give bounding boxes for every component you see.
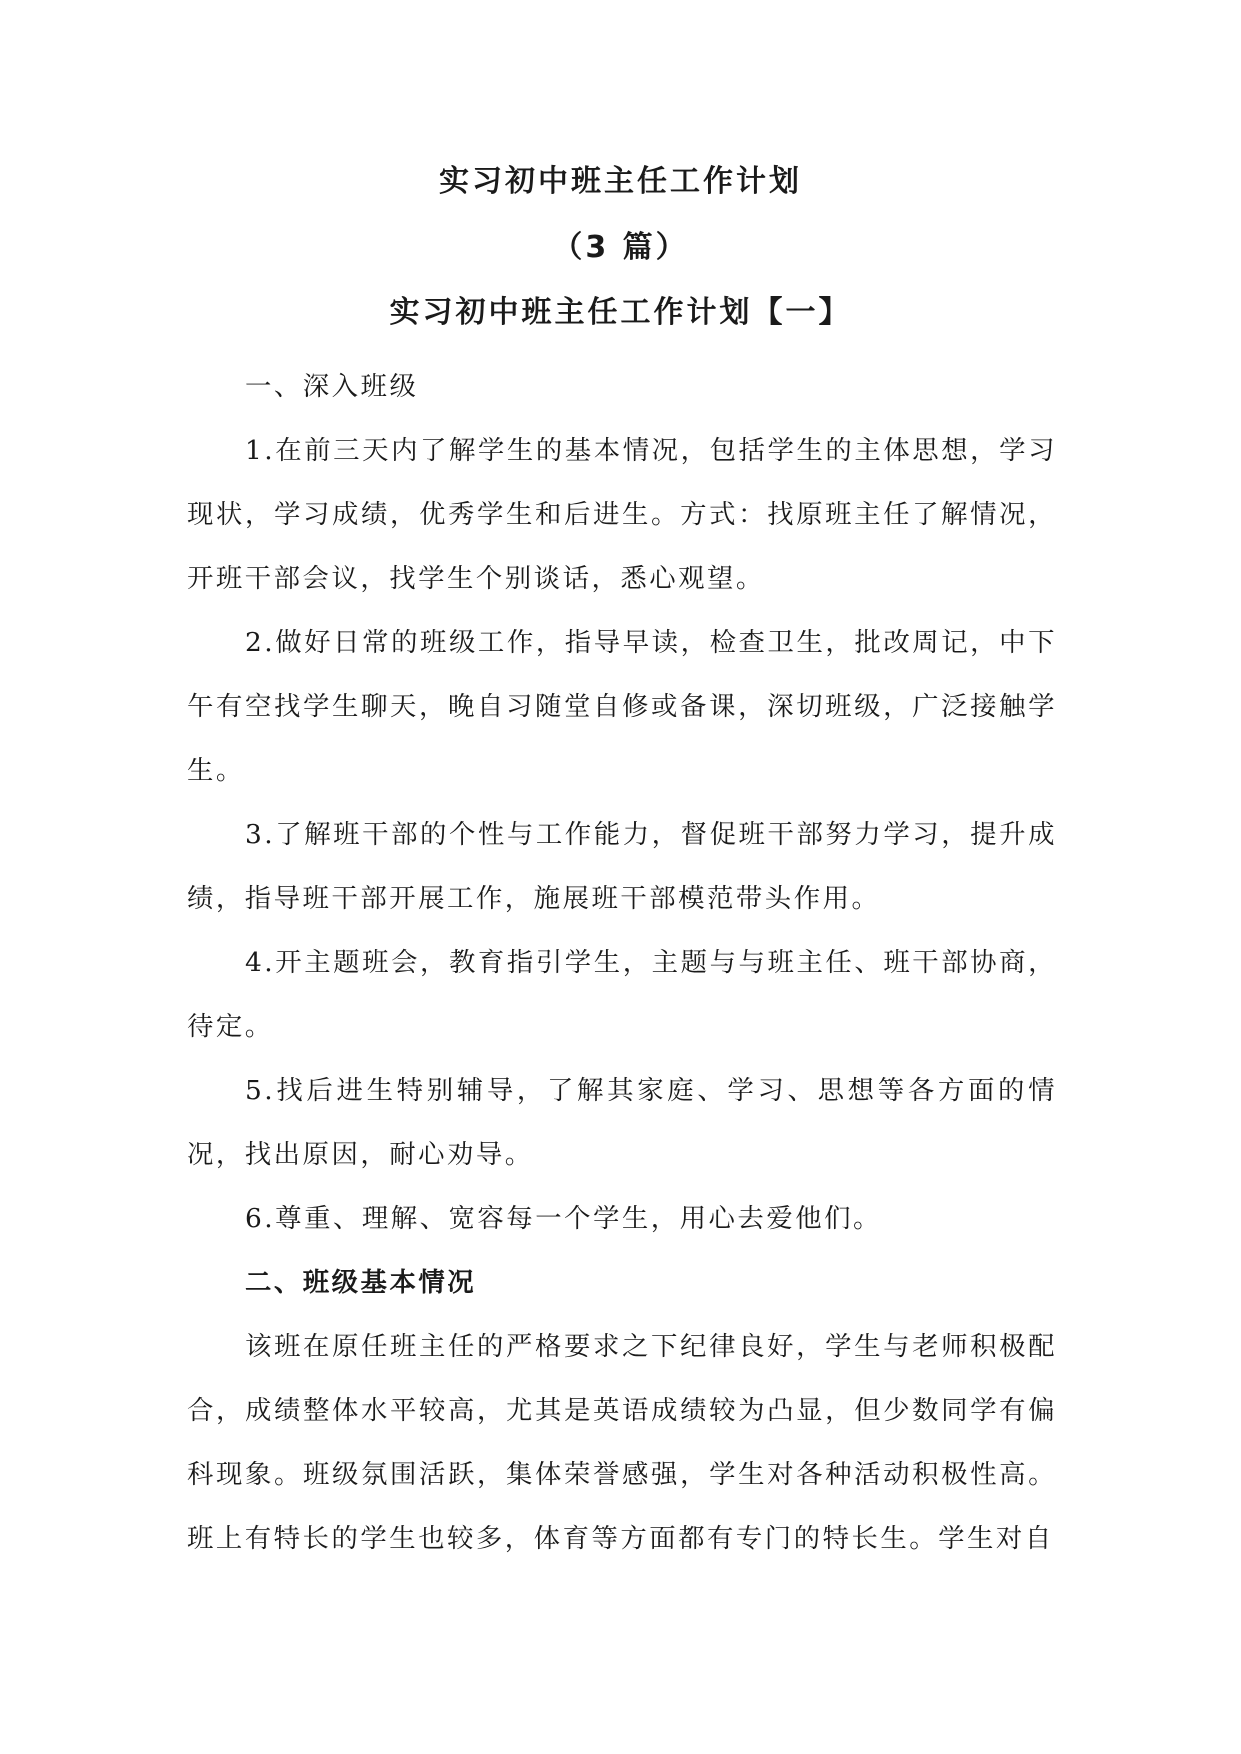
paragraph: 1.在前三天内了解学生的基本情况，包括学生的主体思想，学习现状，学习成绩，优秀学生和后进生。方式：找原班主任了解情况，开班干部会议，找学生个别谈话，悉心观望。 <box>187 435 1057 594</box>
section-heading-1: 一、深入班级 <box>245 371 419 402</box>
section-title: 实习初中班主任工作计划【一】 <box>389 295 852 330</box>
document-subtitle: （3 篇） <box>552 230 689 265</box>
document-body <box>187 355 1057 1571</box>
section-heading-2: 二、班级基本情况 <box>245 1267 477 1298</box>
paragraph: 6.尊重、理解、宽容每一个学生，用心去爱他们。 <box>245 1203 882 1234</box>
document-title: 实习初中班主任工作计划 <box>439 164 802 199</box>
paragraph: 4.开主题班会，教育指引学生，主题与与班主任、班干部协商，待定。 <box>187 947 1057 1042</box>
paragraph: 该班在原任班主任的严格要求之下纪律良好，学生与老师积极配合，成绩整体水平较高，尤其是英语成绩较为凸显，但少数同学有偏科现象。班级氛围活跃，集体荣誉感强，学生对各种活动积极性高。班上有特长的学生也较多，体育等方面都有专门的特长生。学生对自 <box>187 1331 1057 1554</box>
paragraph: 3.了解班干部的个性与工作能力，督促班干部努力学习，提升成绩，指导班干部开展工作，施展班干部模范带头作用。 <box>187 819 1057 914</box>
paragraph: 5.找后进生特别辅导，了解其家庭、学习、思想等各方面的情况，找出原因，耐心劝导。 <box>187 1075 1057 1170</box>
paragraph: 2.做好日常的班级工作，指导早读，检查卫生，批改周记，中下午有空找学生聊天，晚自习随堂自修或备课，深切班级，广泛接触学生。 <box>187 627 1057 786</box>
